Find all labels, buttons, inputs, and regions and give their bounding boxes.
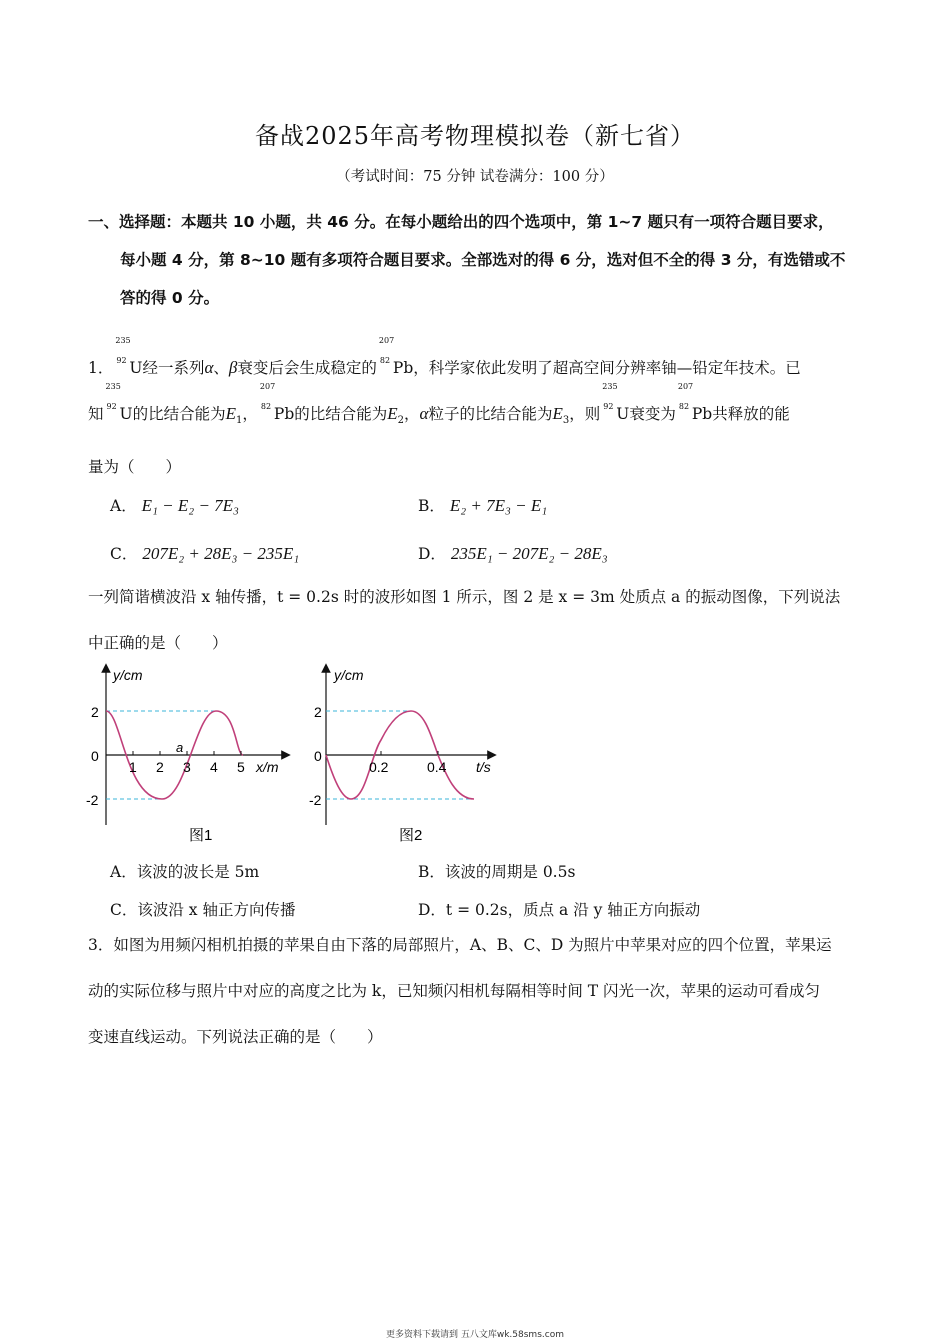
section-line-1: 一、选择题：本题共 10 小题，共 46 分。在每小题给出的四个选项中，第 1~7 题只有一项符合题目要求， [88,213,834,231]
fig1-xtick-2: 2 [156,759,164,775]
q2-option-a[interactable]: A．该波的波长是 5m [110,863,260,881]
section-line-3: 答的得 0 分。 [120,289,220,307]
q2-option-b[interactable]: B．该波的周期是 0.5s [418,863,576,881]
isotope-pb207: 207 82 Pb [378,336,414,377]
fig1-y-label: y/cm [113,667,143,683]
figure-1-wave-graph [86,660,301,850]
fig1-ytick-0: 0 [91,748,99,764]
fig1-xtick-3: 3 [183,759,191,775]
section-line-2: 每小题 4 分，第 8~10 题有多项符合题目要求。全部选对的得 6 分，选对但不全的得 3 分，有选错或不 [120,251,846,269]
q3-line-2: 动的实际位移与照片中对应的高度之比为 k，已知频闪相机每隔相等时间 T 闪光一次，苹果的运动可看成匀 [88,982,821,1000]
q1-line-3: 量为（ ） [88,458,182,477]
question-2 [88,574,868,666]
fig1-xtick-1: 1 [129,759,137,775]
fig1-point-a: a [176,740,184,755]
q1-option-c[interactable]: C． 207E₂ + 28E₃ − 235E₁ [110,544,300,563]
q2-line-2: 中正确的是（ ） [88,634,228,652]
fig1-caption: 图1 [189,827,213,844]
q1-option-a[interactable]: A． E₁ − E₂ − 7E₃ [110,496,239,515]
q2-option-d[interactable]: D．t = 0.2s，质点 a 沿 y 轴正方向振动 [418,901,701,919]
footer-note: 更多资料下载请到 五八文库wk.58sms.com [386,1330,564,1340]
q1-option-d[interactable]: D． 235E₁ − 207E₂ − 28E₃ [418,544,608,563]
fig1-xtick-5: 5 [237,759,245,775]
exam-info: （考试时间：75 分钟 试卷满分：100 分） [336,169,614,185]
q2-option-c[interactable]: C．该波沿 x 轴正方向传播 [110,901,296,919]
fig2-xtick-0-2: 0.2 [369,759,389,775]
q1-option-b[interactable]: B． E₂ + 7E₃ − E₁ [418,496,548,515]
question-1 [88,336,868,490]
q3-line-1: 3．如图为用频闪相机拍摄的苹果自由下落的局部照片，A、B、C、D 为照片中苹果对应的四个位置，苹果运 [88,936,832,954]
fig2-x-label: t/s [476,759,491,775]
fig2-ytick-0: 0 [314,748,322,764]
fig1-xtick-4: 4 [210,759,218,775]
q2-line-1: 一列简谐横波沿 x 轴传播，t = 0.2s 时的波形如图 1 所示，图 2 是 x = 3m 处质点 a 的振动图像，下列说法 [88,588,841,606]
page-title: 备战2025年高考物理模拟卷（新七省） [254,122,696,150]
fig2-xtick-0-4: 0.4 [427,759,447,775]
fig2-ytick-2: 2 [314,704,322,720]
question-3 [88,922,868,1060]
fig1-x-label: x/m [256,759,279,775]
q3-line-3: 变速直线运动。下列说法正确的是（ ） [88,1028,383,1046]
fig1-ytick-neg2: -2 [86,792,99,808]
isotope-u235: 235 92 U [115,336,143,377]
figure-2-vibration-graph [306,660,506,850]
fig2-y-label: y/cm [334,667,364,683]
q1-line-2: 知 235 92 U的比结合能为$E_1$， 207 82 Pb的比结合能为$E_2$，α粒子的比结合能为$E_3$，则 235 92 U衰变为 207 82 Pb共释放的能 [88,382,790,427]
section-instructions [88,203,868,317]
fig2-caption: 图2 [399,827,423,844]
q1-line-1: 1． 235 92 U经一系列α、β衰变后会生成稳定的 207 82 Pb，科学家依此发明了超高空间分辨率铀—铅定年技术。已 [88,345,868,391]
fig2-ytick-neg2: -2 [309,792,322,808]
fig1-ytick-2: 2 [91,704,99,720]
